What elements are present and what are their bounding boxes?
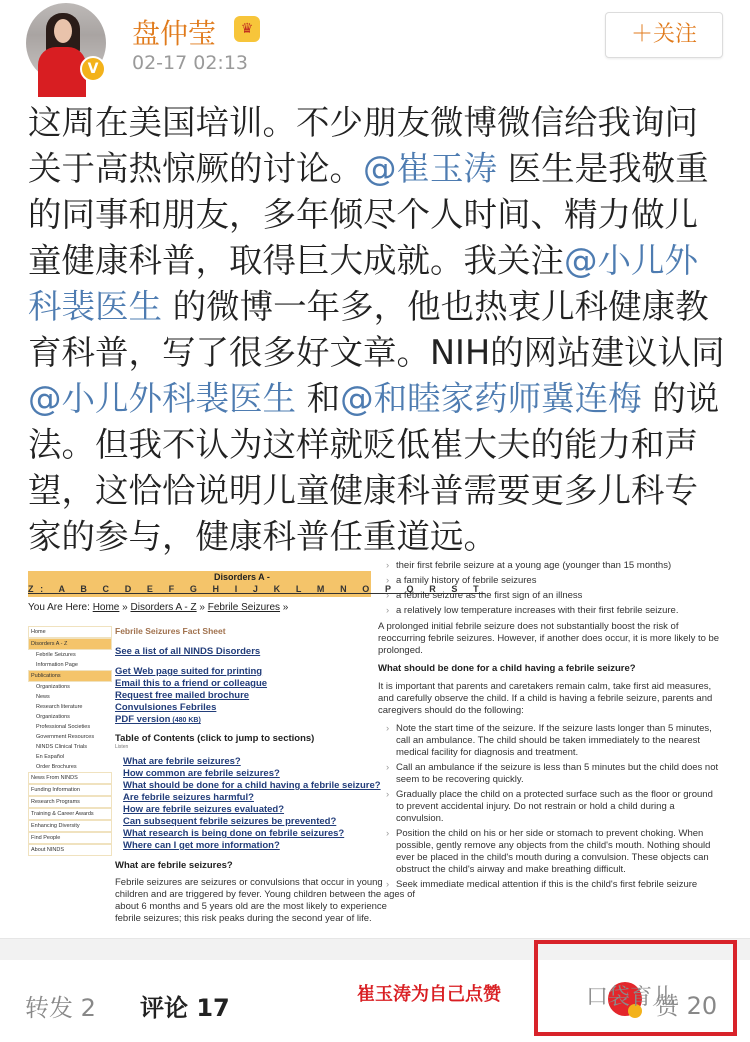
- first-aid-item: › Seek immediate medical attention if this is the child's first febrile seizure: [396, 879, 722, 891]
- right-paragraph-1: A prolonged initial febrile seizure does not substantially boost the risk of reoccurring febrile seizures. However, if another does occur, it is more likely to be prolonged.: [378, 621, 720, 656]
- post-text-segment: 这周在美国培训。不少朋友微博微信给我询问关于高热惊厥的讨论。: [28, 103, 698, 188]
- nav-item[interactable]: Organizations: [28, 712, 112, 722]
- listen-link: Listen: [115, 744, 129, 750]
- screenshot-right-column: [378, 560, 722, 916]
- nav-item[interactable]: Research literature: [28, 702, 112, 712]
- fact-sheet-link[interactable]: See a list of all NINDS Disorders: [115, 646, 261, 657]
- breadcrumb-link[interactable]: Disorders A - Z: [130, 602, 197, 613]
- risk-factor-item: › their first febrile seizure at a young age (younger than 15 months): [396, 560, 722, 572]
- nav-item[interactable]: Research Programs: [28, 796, 112, 808]
- watermark: 口袋育儿: [586, 985, 675, 1010]
- nav-item[interactable]: NINDS Clinical Trials: [28, 742, 112, 752]
- nav-item[interactable]: Government Resources: [28, 732, 112, 742]
- annotation-text: 崔玉涛为自己点赞: [357, 984, 501, 1005]
- fact-sheet-link[interactable]: Get Web page suited for printing: [115, 666, 263, 677]
- action-bar: [0, 960, 750, 1042]
- nav-item[interactable]: Order Brochures: [28, 762, 112, 772]
- nav-item[interactable]: News From NINDS: [28, 772, 112, 784]
- nav-item[interactable]: Organizations: [28, 682, 112, 692]
- pdf-size: (480 KB): [170, 717, 201, 724]
- right-paragraph-2: It is important that parents and caretakers remain calm, take first aid measures, and carefully observe the child. If a child is having a febrile seizure, parents and caregivers should do the following:: [378, 681, 713, 716]
- nav-item[interactable]: Find People: [28, 832, 112, 844]
- fact-sheet-main: [115, 626, 415, 925]
- follow-button[interactable]: ＋关注: [605, 12, 723, 58]
- post-text-segment: 医生是我敬重的同事和朋友，多年倾尽个人时间、精力做儿童健康科普，取得巨大成就。我关注: [28, 149, 709, 280]
- breadcrumb-prefix: You Are Here:: [28, 602, 93, 613]
- first-aid-item: › Note the start time of the seizure. If the seizure lasts longer than 5 minutes, call an ambulance. The child should be taken immediately to the nearest medical facility for diagnosis and treatment.: [396, 723, 722, 759]
- right-heading: What should be done for a child having a febrile seizure?: [378, 663, 636, 674]
- risk-factor-item: › a febrile seizure as the first sign of an illness: [396, 590, 722, 602]
- toc-link[interactable]: What are febrile seizures?: [123, 756, 241, 767]
- fact-sheet-link[interactable]: Request free mailed brochure: [115, 690, 250, 701]
- first-aid-item: › Call an ambulance if the seizure is less than 5 minutes but the child does not seem to be recovering quickly.: [396, 762, 722, 786]
- post-text-segment: 的说法。但我不认为这样就贬低崔大夫的能力和声望，这恰恰说明儿童健康科普需要更多儿科专家的参与，健康科普任重道远。: [28, 379, 720, 556]
- toc-link[interactable]: Are febrile seizures harmful?: [123, 792, 254, 803]
- mention-link[interactable]: @小儿外科裴医生: [28, 379, 296, 418]
- comment-button[interactable]: 评论 17: [140, 994, 230, 1022]
- fact-sheet-link[interactable]: Email this to a friend or colleague: [115, 678, 268, 689]
- attached-screenshot[interactable]: [28, 560, 722, 924]
- nav-item[interactable]: Information Page: [28, 660, 112, 670]
- toc-link[interactable]: How common are febrile seizures?: [123, 768, 280, 779]
- breadcrumb-link[interactable]: Home: [92, 602, 120, 613]
- post-text-segment: 的微博一年多，他也热衷儿科健康教育科普，写了很多好文章。NIH的网站建议认同: [28, 287, 725, 372]
- nav-item[interactable]: Training & Career Awards: [28, 808, 112, 820]
- toc-link[interactable]: Can subsequent febrile seizures be prevented?: [123, 816, 337, 827]
- risk-factor-item: › a family history of febrile seizures: [396, 575, 722, 587]
- section-text: Febrile seizures are seizures or convulsions that occur in young children and are triggered by fever. Young children between the ages of about 6 months and 5 years old are the most likely to experience febrile seizures; this risk peaks during the second year of life.: [115, 877, 415, 924]
- post-text: [28, 100, 728, 560]
- toc-link[interactable]: What research is being done on febrile seizures?: [123, 828, 345, 839]
- nav-item[interactable]: News: [28, 692, 112, 702]
- first-aid-item: › Position the child on his or her side or stomach to prevent choking. When possible, gently remove any objects from the child's mouth. Nothing should ever be placed in the child's mouth during a convulsion. These objects can obstruct the child's airway and make breathing difficult.: [396, 828, 722, 876]
- breadcrumb-link[interactable]: Febrile Seizures: [207, 602, 281, 613]
- section-title: What are febrile seizures?: [115, 860, 233, 871]
- risk-factor-item: › a relatively low temperature increases with their first febrile seizure.: [396, 605, 722, 617]
- post-time: 02-17 02:13: [132, 52, 249, 74]
- mention-link[interactable]: @和睦家药师冀连梅: [340, 379, 642, 418]
- nav-item[interactable]: Publications: [28, 670, 112, 682]
- nav-item[interactable]: Professional Societies: [28, 722, 112, 732]
- az-letters: Z: A B C D E F G H I J K L M N O P Q R S T: [28, 584, 486, 594]
- mention-link[interactable]: @崔玉涛: [363, 149, 497, 188]
- toc-title: Table of Contents (click to jump to sections): [115, 733, 315, 744]
- breadcrumb: [28, 602, 288, 613]
- nav-item[interactable]: About NINDS: [28, 844, 112, 856]
- toc-link[interactable]: Where can I get more information?: [123, 840, 280, 851]
- nav-item[interactable]: Home: [28, 626, 112, 638]
- fact-sheet-link[interactable]: PDF version (480 KB): [115, 714, 201, 725]
- nav-item[interactable]: Disorders A - Z: [28, 638, 112, 650]
- mention-link[interactable]: @小儿外科裴医生: [28, 241, 698, 326]
- breadcrumb-separator: »: [119, 602, 131, 613]
- fact-sheet-link[interactable]: Convulsiones Febriles: [115, 702, 217, 713]
- user-name[interactable]: 盘仲莹: [132, 17, 217, 50]
- vip-crown-icon: ♛: [234, 16, 260, 42]
- az-title: Disorders A -: [214, 572, 270, 582]
- like-button[interactable]: 赞 20: [655, 992, 718, 1020]
- nav-item[interactable]: Febrile Seizures: [28, 650, 112, 660]
- site-nav: [28, 626, 112, 856]
- verified-icon: V: [80, 56, 106, 82]
- repost-button[interactable]: 转发 2: [25, 994, 96, 1022]
- first-aid-item: › Gradually place the child on a protected surface such as the floor or ground to prevent accidental injury. Do not restrain or hold a child during a convulsion.: [396, 789, 722, 825]
- post-text-segment: 和: [296, 379, 341, 418]
- breadcrumb-separator: »: [196, 602, 208, 613]
- toc-link[interactable]: How are febrile seizures evaluated?: [123, 804, 285, 815]
- fact-sheet-title: Febrile Seizures Fact Sheet: [115, 626, 226, 636]
- breadcrumb-separator: »: [280, 602, 289, 613]
- nav-item[interactable]: Funding Information: [28, 784, 112, 796]
- nav-item[interactable]: En Español: [28, 752, 112, 762]
- toc-link[interactable]: What should be done for a child having a febrile seizure?: [123, 780, 381, 791]
- nav-item[interactable]: Enhancing Diversity: [28, 820, 112, 832]
